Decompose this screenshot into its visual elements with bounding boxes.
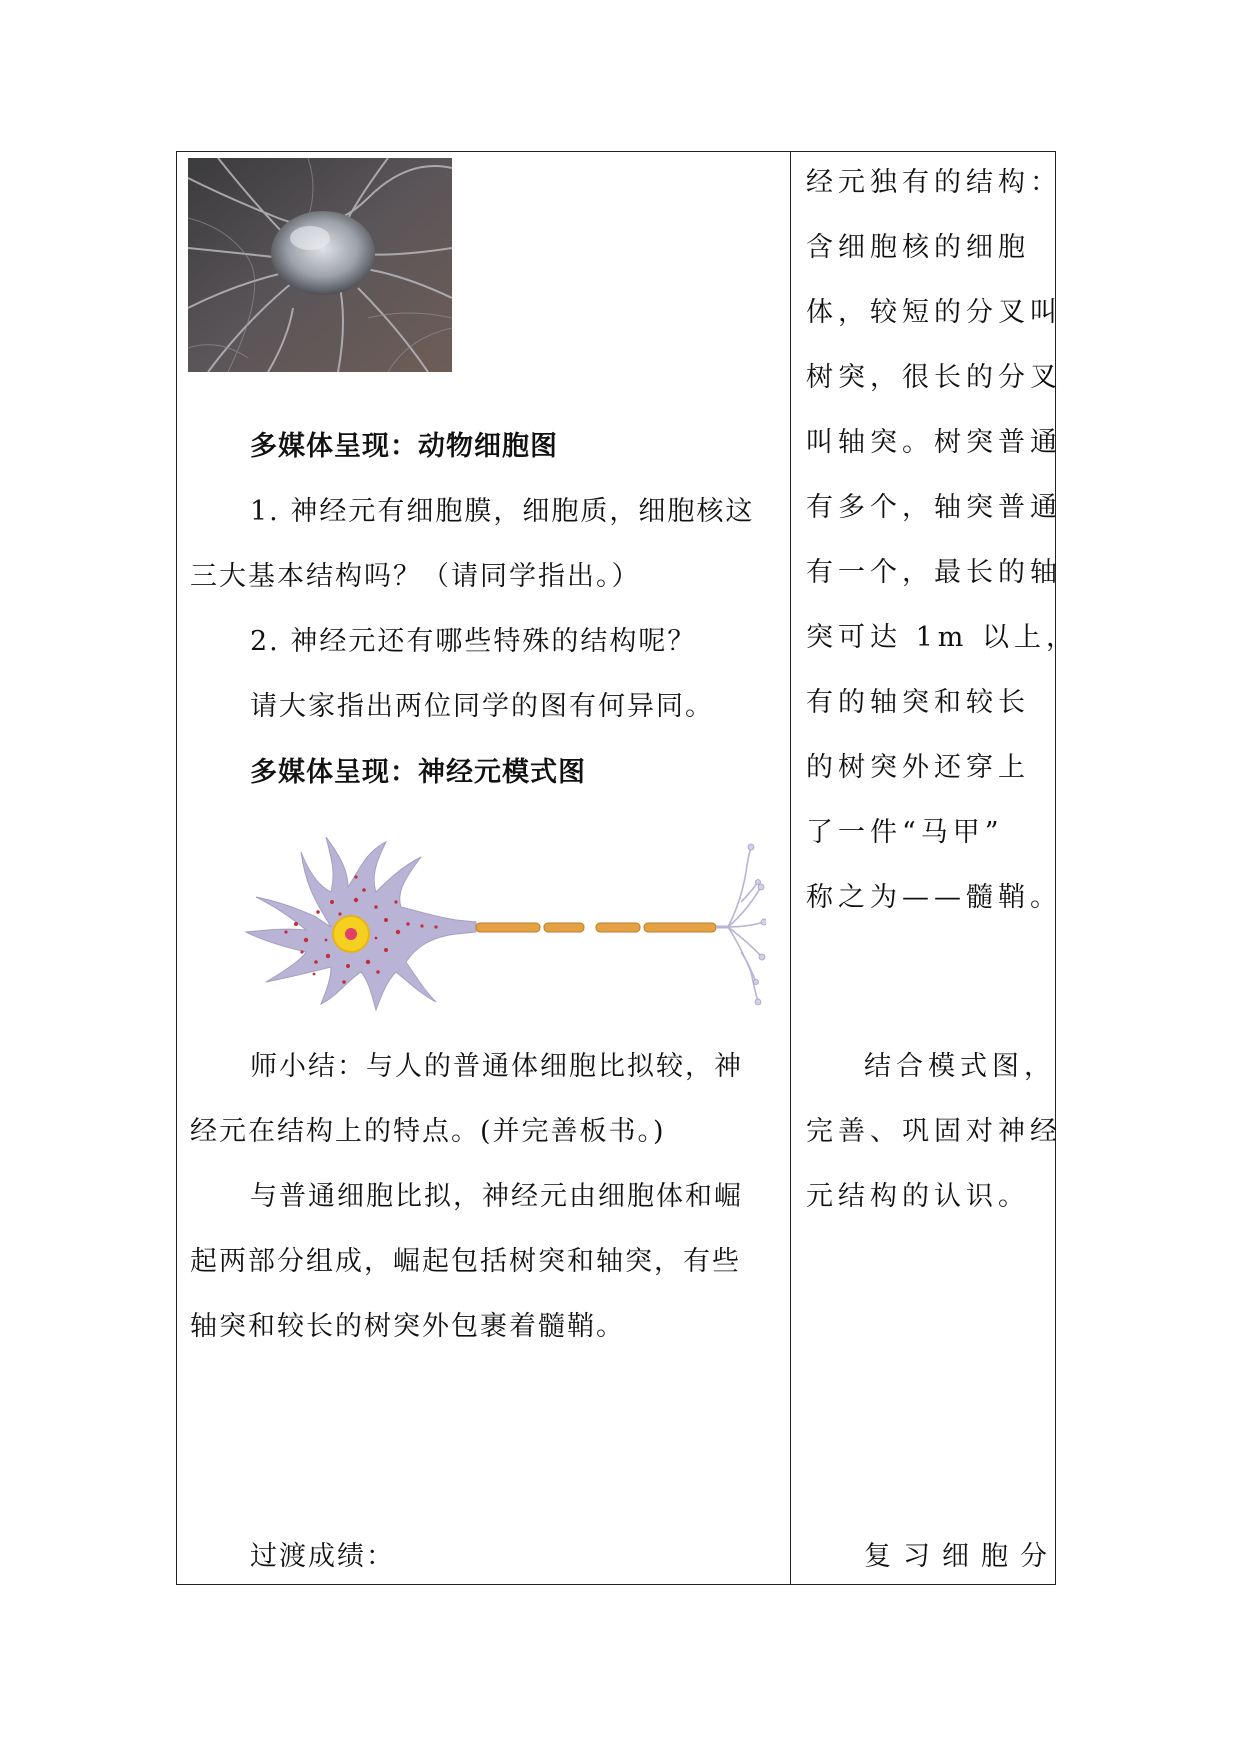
- right-line: 了一件“马甲”: [806, 817, 1004, 848]
- right-line: 有多个，轴突普通: [806, 492, 1062, 523]
- right-line: 称之为——髓鞘。: [806, 882, 1062, 913]
- neuron-axon-terminals: [728, 847, 764, 1002]
- right-line: 有的轴突和较长: [806, 687, 1030, 718]
- review-label: 复习细胞分: [864, 1541, 1059, 1572]
- heading-animal-cell: 多媒体呈现：动物细胞图: [250, 431, 558, 462]
- compare-prompt: 请大家指出两位同学的图有何异同。: [250, 691, 714, 722]
- combine-line-3: 元结构的认识。: [806, 1181, 1030, 1212]
- combine-line-1: 结合模式图，: [864, 1051, 1056, 1082]
- neuron-axon-myelin: [476, 923, 728, 932]
- question-1-line-2: 三大基本结构吗？（请同学指出。）: [190, 561, 641, 592]
- right-line: 树突，很长的分叉: [806, 362, 1062, 393]
- heading-neuron-model: 多媒体呈现：神经元模式图: [250, 757, 586, 788]
- right-line: 突可达 1m 以上，: [806, 622, 1078, 653]
- right-line: 的树突外还穿上: [806, 752, 1030, 783]
- column-divider: [790, 151, 791, 1585]
- nerve-cell-photo: [188, 158, 452, 372]
- combine-line-2: 完善、巩固对神经: [806, 1116, 1062, 1147]
- right-line: 含细胞核的细胞: [806, 232, 1030, 263]
- question-2: 2. 神经元还有哪些特殊的结构呢？: [250, 626, 697, 657]
- neuron-diagram: [236, 832, 766, 1012]
- right-line: 有一个，最长的轴: [806, 557, 1062, 588]
- question-1-line-1: 1. 神经元有细胞膜，细胞质，细胞核这: [250, 496, 755, 527]
- paragraph-line-2: 起两部分组成，崛起包括树突和轴突，有些: [190, 1246, 741, 1277]
- paragraph-line-3: 轴突和较长的树突外包裹着髓鞘。: [190, 1311, 625, 1342]
- paragraph-line-1: 与普通细胞比拟，神经元由细胞体和崛: [250, 1181, 743, 1212]
- right-line: 叫轴突。树突普通: [806, 427, 1062, 458]
- right-line: 体，较短的分叉叫: [806, 297, 1062, 328]
- right-line: 经元独有的结构：: [806, 167, 1062, 198]
- summary-line-1: 师小结：与人的普通体细胞比拟较，神: [250, 1051, 743, 1082]
- summary-line-2: 经元在结构上的特点。(并完善板书。): [190, 1116, 666, 1147]
- transition-label: 过渡成绩：: [250, 1541, 395, 1572]
